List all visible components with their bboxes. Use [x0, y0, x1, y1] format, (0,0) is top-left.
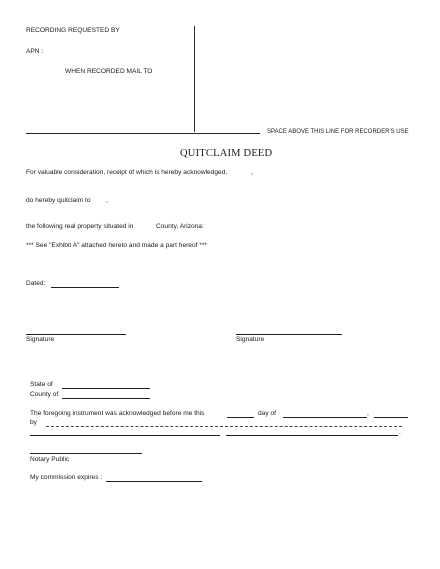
day-of-label: day of	[258, 410, 276, 417]
comma-1: ,	[251, 169, 253, 176]
when-recorded-mail-to: WHEN RECORDED MAIL TO	[65, 68, 153, 75]
consideration-text: For valuable consideration, receipt of which is hereby acknowledged,	[26, 169, 228, 176]
right-signature-label: Signature	[236, 336, 265, 343]
commission-field[interactable]	[106, 481, 202, 482]
county-arizona-text: County, Arizona:	[156, 223, 204, 230]
recorder-line[interactable]	[26, 133, 260, 134]
exhibit-text: *** See "Exhibit A" attached hereto and made a part hereof ***	[26, 242, 207, 249]
space-above-label: SPACE ABOVE THIS LINE FOR RECORDER'S USE	[267, 129, 409, 135]
right-signature-line[interactable]	[236, 334, 342, 335]
apn-label: APN :	[26, 48, 44, 55]
dated-field[interactable]	[51, 287, 119, 288]
header-divider	[194, 26, 195, 132]
notary-comma: ,	[367, 410, 369, 417]
notary-public-label: Notary Public	[30, 456, 70, 463]
by-field-1[interactable]	[46, 426, 402, 427]
notary-signature-line[interactable]	[30, 453, 142, 454]
state-of-field[interactable]	[62, 388, 150, 389]
quitclaim-to-text: do hereby quitclaim to	[26, 197, 91, 204]
commission-label: My commission expires :	[30, 474, 103, 481]
left-signature-line[interactable]	[26, 334, 126, 335]
county-of-field[interactable]	[62, 398, 150, 399]
state-of-label: State of	[30, 381, 53, 388]
property-text: the following real property situated in	[26, 223, 134, 230]
left-signature-label: Signature	[26, 336, 55, 343]
by-period: .	[399, 429, 401, 436]
dated-label: Dated:	[26, 280, 46, 287]
by-field-3[interactable]	[226, 435, 398, 436]
year-field[interactable]	[374, 417, 408, 418]
month-field[interactable]	[283, 417, 367, 418]
acknowledged-text: The foregoing instrument was acknowledged before me this	[30, 410, 205, 417]
by-label: by	[30, 419, 37, 426]
day-field[interactable]	[227, 417, 254, 418]
comma-2: ,	[106, 197, 108, 204]
recording-requested-by: RECORDING REQUESTED BY	[26, 27, 120, 34]
by-field-2[interactable]	[30, 435, 220, 436]
county-of-label: County of	[30, 391, 59, 398]
page-title: QUITCLAIM DEED	[180, 148, 273, 159]
